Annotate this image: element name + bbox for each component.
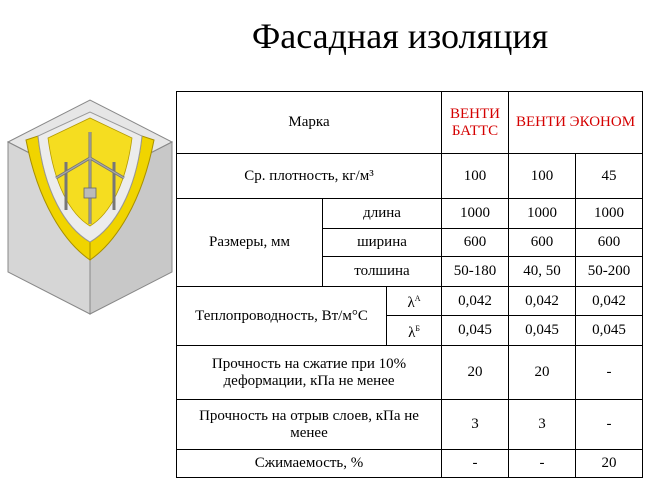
table-cell: 3 [442,400,509,450]
table-cell: 45 [576,154,643,199]
table-cell: - [576,346,643,400]
table-cell: 40, 50 [509,257,576,287]
table-cell: 1000 [442,199,509,229]
table-cell: 20 [576,450,643,478]
table-row [177,154,643,199]
brand-header: Марка [177,92,442,154]
table-cell: 100 [442,154,509,199]
lambda-b-label: $\lambda^Б$ [387,316,442,346]
length-label: длина [323,199,442,229]
table-cell: 0,042 [509,287,576,316]
width-label: ширина [323,229,442,257]
table-cell: 20 [442,346,509,400]
tear-strength-label: Прочность на отрыв слоев, кПа не менее [177,400,442,450]
table-cell: - [442,450,509,478]
table-cell: 600 [576,229,643,257]
table-cell: 0,042 [576,287,643,316]
table-cell: - [576,400,643,450]
table-row [177,400,643,450]
table-cell: 0,042 [442,287,509,316]
table-cell: 100 [509,154,576,199]
compressibility-label: Сжимаемость, % [177,450,442,478]
table-cell: 600 [509,229,576,257]
table-row [177,450,643,478]
table-cell: 0,045 [442,316,509,346]
conductivity-label: Теплопроводность, Вт/м°С [177,287,387,346]
page-title: Фасадная изоляция [251,16,549,56]
table-cell: 20 [509,346,576,400]
specifications-table [176,91,643,478]
table-row [177,346,643,400]
table-row [177,287,643,316]
compression-label: Прочность на сжатие при 10% деформации, кПа не менее [177,346,442,400]
table-cell: 50-200 [576,257,643,287]
table-cell: 600 [442,229,509,257]
product-venti-ekonom-header: ВЕНТИ ЭКОНОМ [509,92,643,154]
product-venti-batts-header: ВЕНТИ БАТТС [442,92,509,154]
table-cell: 1000 [576,199,643,229]
lambda-a-label: $\lambda^А$ [387,287,442,316]
table-row [177,199,643,229]
facade-insulation-illustration-icon [4,92,174,322]
sizes-label: Размеры, мм [177,199,323,287]
table-cell: 3 [509,400,576,450]
table-row [177,92,643,154]
table-cell: 0,045 [509,316,576,346]
table-cell: - [509,450,576,478]
thickness-label: толшина [323,257,442,287]
table-cell: 0,045 [576,316,643,346]
table-cell: 50-180 [442,257,509,287]
table-cell: 1000 [509,199,576,229]
density-label: Ср. плотность, кг/м³ [177,154,442,199]
